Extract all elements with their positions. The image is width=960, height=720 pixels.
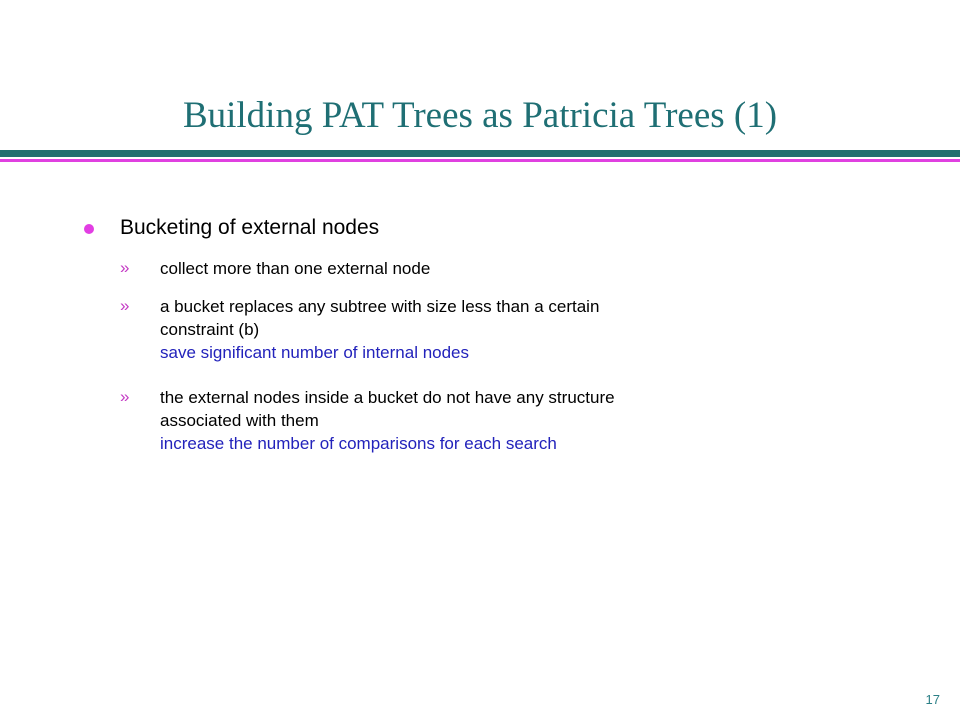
bullet-dot-icon <box>84 224 94 234</box>
sub-bullet <box>120 386 820 455</box>
sub-bullet-line: collect more than one external node <box>160 259 431 278</box>
chevron-right-icon: » <box>120 387 130 406</box>
sub-bullet-line: constraint (b) <box>160 320 260 339</box>
sub-bullet-line: a bucket replaces any subtree with size less than a certain <box>160 297 600 316</box>
sub-bullet-note: increase the number of comparisons for each search <box>160 434 557 453</box>
sub-bullet-line: the external nodes inside a bucket do not have any structure <box>160 388 615 407</box>
sub-bullet-note: save significant number of internal nodes <box>160 343 470 362</box>
slide-title: Building PAT Trees as Patricia Trees (1) <box>182 95 778 136</box>
page-number: 17 <box>925 692 940 707</box>
sub-bullet <box>120 295 820 364</box>
bullet-heading: Bucketing of external nodes <box>120 216 380 239</box>
chevron-right-icon: » <box>120 258 130 277</box>
chevron-right-icon: » <box>120 296 130 315</box>
sub-bullet <box>120 257 820 280</box>
sub-bullet-line: associated with them <box>160 411 319 430</box>
